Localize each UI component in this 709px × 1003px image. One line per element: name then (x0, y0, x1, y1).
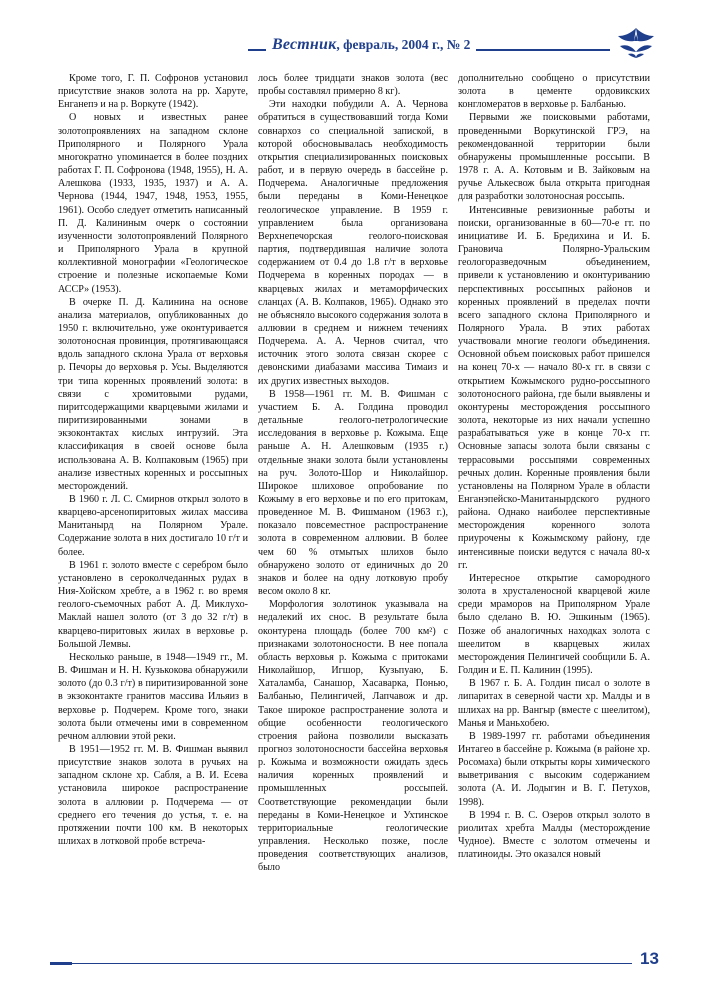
footer-rule (72, 963, 632, 964)
paragraph: Интенсивные ревизионные работы и поиски, организованные в 60—70-е гг. по инициативе И. Б. Бредихина и И. Б. Грановича Полярно-Уральским геологоразведочным объединением, привели к установлению и оконтуриванию перспективных россыпных районов и коренных проявлений в пределах почти всего западного склона Приполярного и Полярного Урала. В этих работах участвовали многие геологи объединения. Основной объем поисковых работ пришелся на конец 70-х — начало 80-х гг. в связи с открытием Кожымского рудно-россыпного золотоносного района, где были выявлены и оконтурены месторождения россыпного золота, некоторые из них начали успешно разрабатываться уже в конце 70-х гг. Основные запасы золота были связаны с террасовыми россыпями современных речных долин. Коренные проявления были установлены на Полярном Урале в области Енганэпейско-Манитанырдского рудного района. Однако наиболее перспективные месторождения коренного золота приурочены к Кожымскому району, где интенсивные поиски ведутся с начала 80-х гг. (458, 204, 650, 571)
journal-issue-title (266, 35, 476, 55)
paragraph: В 1960 г. Л. С. Смирнов открыл золото в кварцево-арсенопиритовых жилах массива Манитанырд на Полярном Урале. Содержание золота в них достигало 10 г/т и более. (58, 494, 248, 558)
paragraph: В 1951—1952 гг. М. В. Фишман выявил присутствие знаков золота в ручьях на западном склоне хр. Сабля, а В. И. Есева установила широкое распространение золота в аллювии р. Подчерема — от среднего его течения до устья, т. е. на протяжении почти 100 км. В некоторых шлихах в лотковой пробе встреча- (58, 743, 248, 848)
masthead: Вестник (272, 36, 337, 53)
running-header (0, 30, 709, 64)
paragraph: Первыми же поисковыми работами, проведенными Воркутинской ГРЭ, на рекомендованной территории были обнаружены промышленные россыпи. В 1978 г. А. А. Котовым и В. Зайковым на ручье Алькесвож была открыта пригодная для разработки золотоносная россыпь. (458, 112, 650, 203)
paragraph: Кроме того, Г. П. Софронов установил присутствие знаков золота на рр. Харуте, Енганепэ и на р. Воркуте (1942). (58, 73, 248, 111)
footer-accent-bar (50, 962, 72, 965)
paragraph: В 1967 г. Б. А. Голдин писал о золоте в липаритах в северной части хр. Малды и в шлихах на рр. Вангыр (вместе с шеелитом), Манья и Маньхобею. (458, 678, 650, 729)
institute-emblem-icon (614, 24, 658, 60)
paragraph: Эти находки побудили А. А. Чернова обратиться в существовавший тогда Коми совнархоз со специальной запиской, в которой обосновывалась необходимость открытия специализированных поисковых работ, и в первую очередь в бассейне р. Подчерема. Аналогичные предложения были переданы в Коми-Ненецкое геологическое управление. В 1959 г. управлением была организована Верхнепечорская геолого-поисковая партия, подтвердившая наличие золота содержанием от 0.4 до 1.8 г/т в верховье Подчерема в коренных породах — в кварцевых жилах и метаморфических сланцах (А. В. Колпаков, 1965). Однако это не объясняло высокого содержания золота в аллювии в среднем и нижнем течениях Подчерема. А. А. Чернов считал, что источник этого золота связан скорее с девонскими диабазами массива Тимаиз и их других известных выходов. (258, 99, 448, 387)
paragraph: В 1989-1997 гг. работами объединения Интагео в бассейне р. Кожыма (в районе хр. Росомаха) были открыты коры химического выветривания с высоким содержанием золота (А. И. Лодыгин и В. Г. Петухов, 1998). (458, 730, 650, 808)
page-number: 13 (640, 949, 659, 968)
text-column-3 (458, 72, 650, 861)
paragraph-continued: дополнительно сообщено о присутствии золота в цементе ордовикских конгломератов в верховье р. Балбанью. (458, 73, 650, 111)
paragraph: О новых и известных ранее золотопроявлениях на западном склоне Приполярного и Полярного Урала многократно упоминается в более поздних работах Г. П. Софронова (1948, 1955), Н. А. Алешкова (1933, 1935, 1937) и А. А. Чернова (1944, 1947, 1948, 1953, 1955, 1961). Особо следует отметить написанный П. Д. Калининым очерк о состоянии изученности золотопроявлений Полярного и Приполярного Урала в крупной коллективной монографии «Геологическое строение и полезные ископаемые Коми АССР» (1953). (58, 112, 248, 295)
paragraph: В 1961 г. золото вместе с серебром было установлено в сероколчеданных рудах в Ния-Хойском хребте, а в 1962 г. во время геолого-съемочных работ А. Д. Миклухо-Маклай нашел золото (от 3 до 32 г/т) в кварцево-пиритовых жилах в верховье р. Большой Лемвы. (58, 559, 248, 650)
paragraph: В 1994 г. В. С. Озеров открыл золото в риолитах хребта Малды (месторождение Чудное). Вместе с золотом отмечены и платиноиды. Это оказался новый (458, 809, 650, 861)
issue-line: , февраль, 2004 г., № 2 (336, 37, 471, 52)
paragraph: В очерке П. Д. Калинина на основе анализа материалов, опубликованных до 1950 г. включительно, уже оконтуривается золотоносная провинция, протягивающаяся вдоль западного склона Урала от верховья р. Печоры до верховья р. Усы. Выделяются три типа коренных проявлений золота: в связи с хромитовыми рудами, пиритсодержащими кварцевыми жилами и пиритизированными зонами в экзоконтактах кислых интрузий. Эта классификация в своей основе была использована А. В. Колпаковым (1965) при анализе известных коренных и россыпных месторождений. (58, 296, 248, 492)
text-column-2 (258, 72, 448, 875)
paragraph: Несколько раньше, в 1948—1949 гг., М. В. Фишман и Н. Н. Кузькокова обнаружили золото (до 0.3 г/т) в пиритизированной зоне в экзоконтакте гранитов массива Ильяиз в верховье р. Подчерем. Кроме того, знаки золота были отмечены ими в современном речном аллювии этой реки. (58, 651, 248, 742)
paragraph-continued: лось более тридцати знаков золота (вес пробы составлял примерно 8 кг). (258, 73, 448, 98)
paragraph: Морфология золотинок указывала на недалекий их снос. В результате была оконтурена площадь (более 700 км²) с признаками золотоносности. В нее попала область верховья р. Кожыма с притоками Николайшор, Игшор, Кузьпуаю, Б. Хаталамба, Санашор, Хасаварка, Понью, Балбанью, Пелингичей, Лапчавож и др. Такое широкое распространение золота и общие особенности геологического строения района позволили высказать прогноз золотоносности бассейна верховья р. Кожыма и возможности ожидать здесь наличия коренных проявлений и промышленных россыпей. Соответствующие рекомендации были переданы в Коми-Ненецкое и Ухтинское территориальные геологические управления. Несколько позже, после проведения соответствующих анализов, было (258, 599, 448, 874)
paragraph: В 1958—1961 гг. М. В. Фишман с участием Б. А. Голдина проводил детальные геолого-петрологические исследования в верховье р. Кожыма. Еще раньше А. Н. Алешковым (1935 г.) отдельные знаки золота были установлены на руч. Золото-Шор и Николайшор. Широкое шлиховое опробование по Кожыму в его верховье и по его притокам, проведенное М. В. Фишманом (1963 г.), показало повсеместное распространение золота в современном аллювии. В более чем 60 % отмытых шлихов было обнаружено золото от единичных до 20 знаков и более на одну лотковую пробу весом около 8 кг. (258, 388, 448, 598)
paragraph: Интересное открытие самородного золота в хрусталеносной кварцевой жиле среди мраморов на Приполярном Урале было сделано В. Ю. Эшкиным (1965). Позже об аналогичных находках золота с шеелитом в кварцевых жилах месторождения Пелингичей сообщили Б. А. Голдин и Е. П. Калинин (1995). (458, 572, 650, 677)
text-column-1 (58, 72, 248, 848)
